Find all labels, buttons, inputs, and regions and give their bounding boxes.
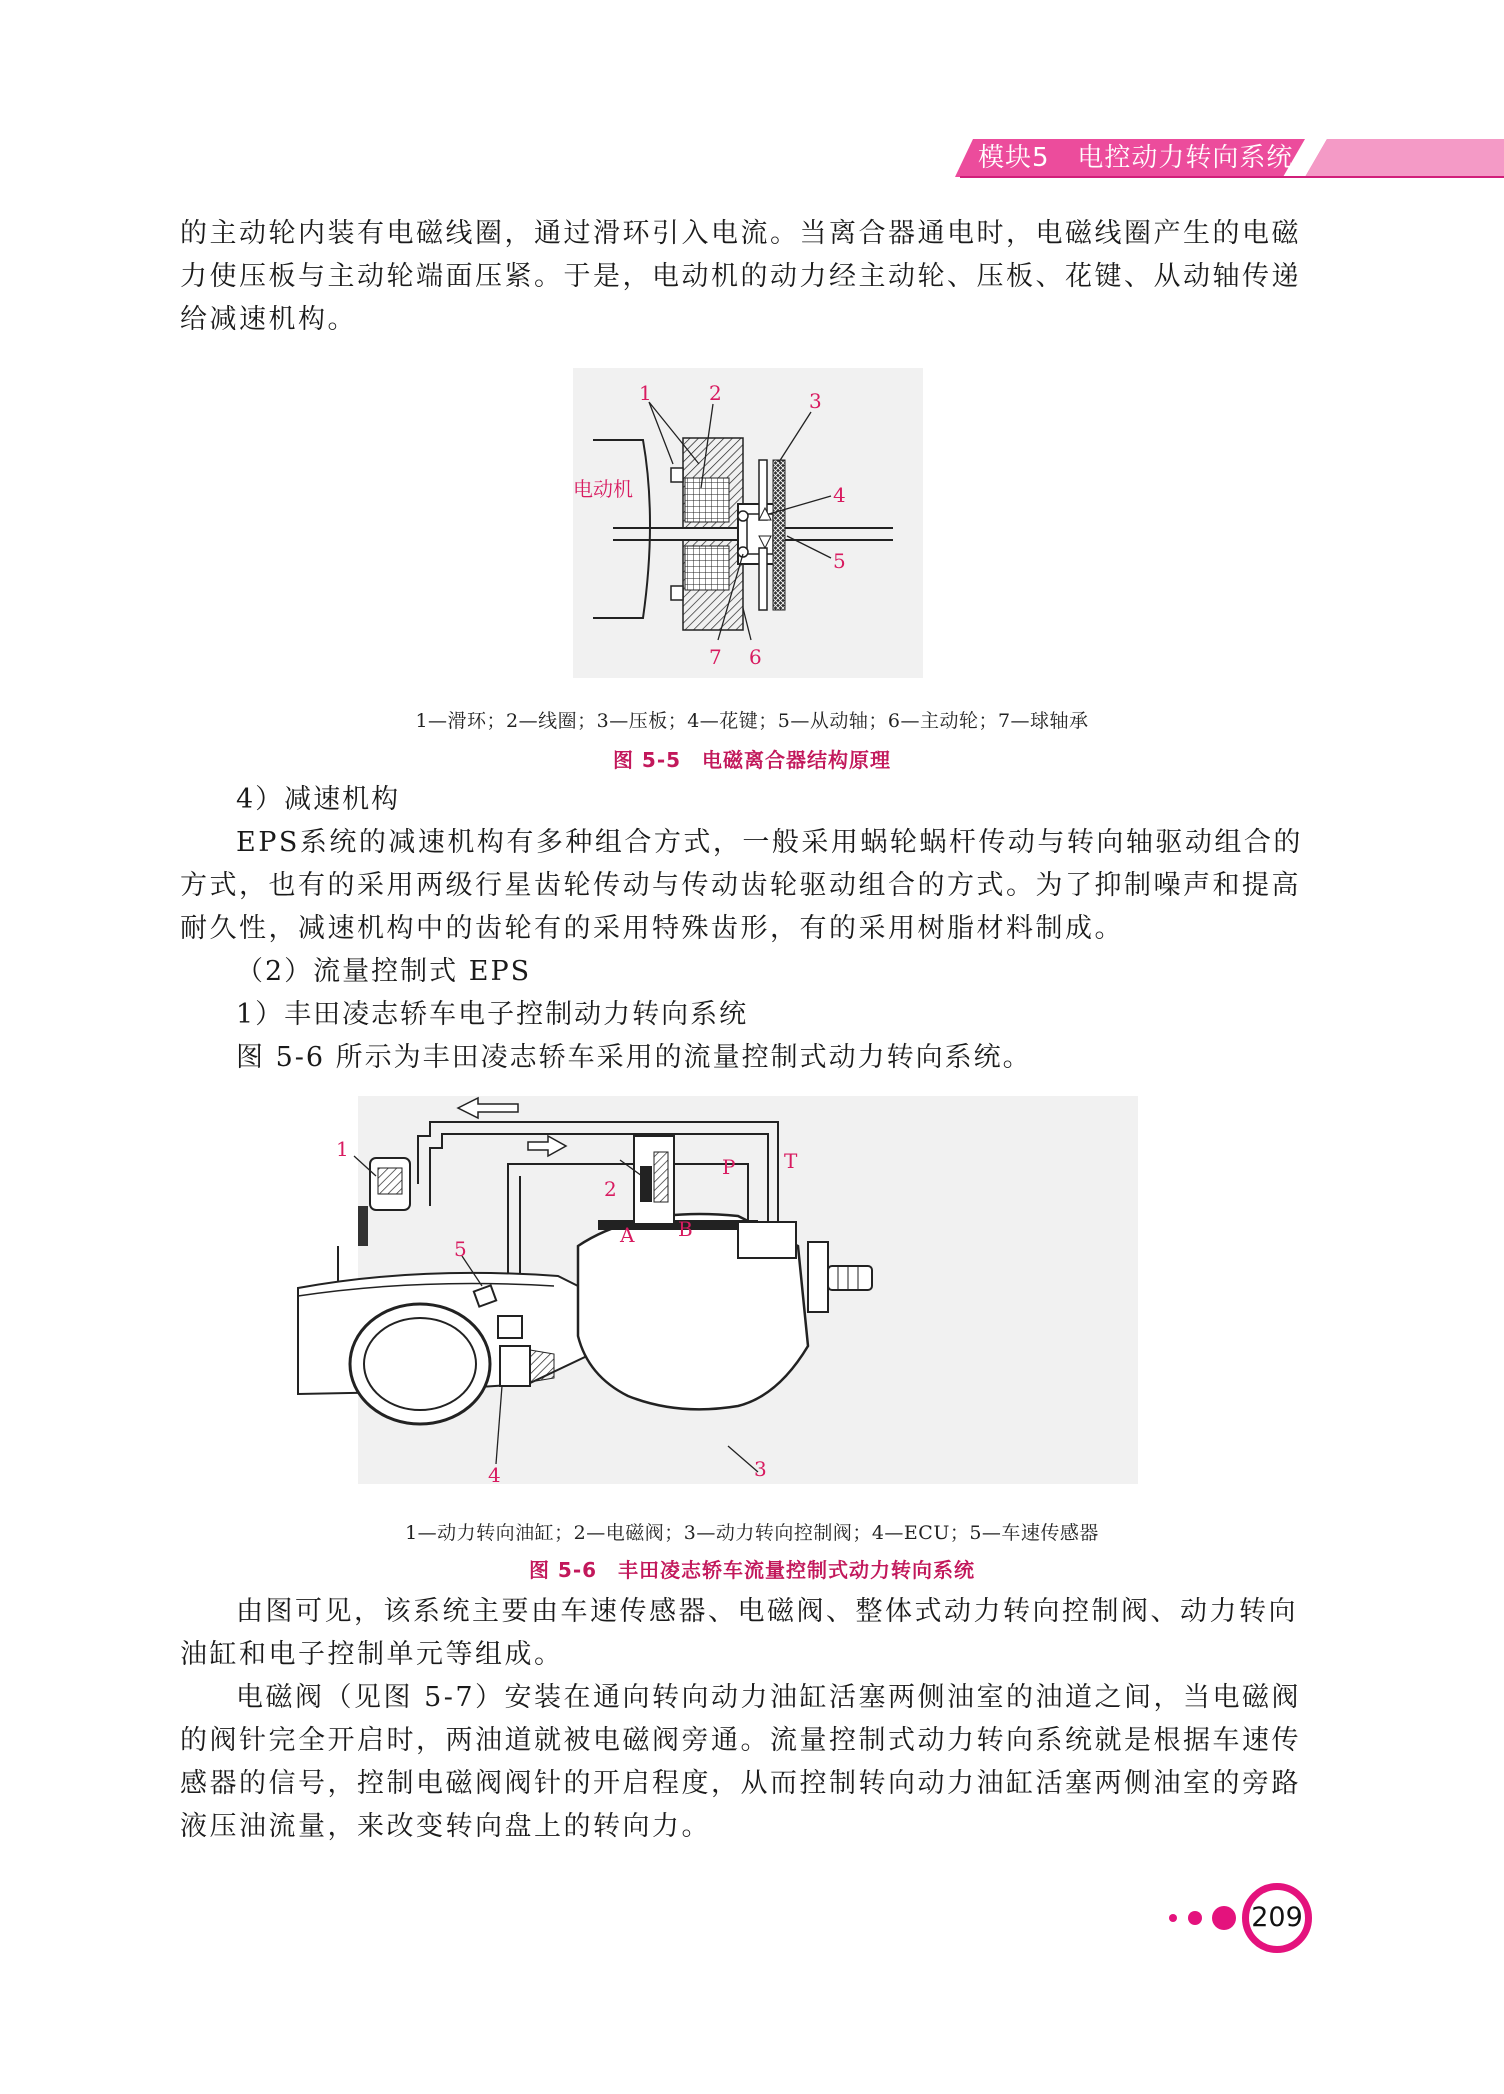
- callout-7: 7: [709, 645, 722, 669]
- module-title: 电控动力转向系统: [1077, 143, 1294, 173]
- page-dot-large: [1212, 1906, 1236, 1930]
- figure-5-6-intro: 图 5-6 所示为丰田凌志轿车采用的流量控制式动力转向系统。: [236, 1042, 1032, 1073]
- callout-4: 4: [833, 483, 846, 507]
- page-dot-medium: [1188, 1911, 1202, 1925]
- intro-paragraph: 的主动轮内装有电磁线圈，通过滑环引入电流。当离合器通电时，电磁线圈产生的电磁力使压板与主动轮端面压紧。于是，电动机的动力经主动轮、压板、花键、从动轴传递给减速机构。: [180, 218, 1301, 335]
- reduction-paragraph: EPS系统的减速机构有多种组合方式，一般采用蜗轮蜗杆传动与转向轴驱动组合的方式，也有的采用两级行星齿轮传动与传动齿轮驱动组合的方式。为了抑制噪声和提高耐久性，减速机构中的齿轮有的采用特殊齿形，有的采用树脂材料制成。: [180, 827, 1303, 944]
- port-t: T: [784, 1149, 798, 1173]
- section-heading-reduction: 4）减速机构: [236, 784, 401, 815]
- callout-1: 1: [639, 381, 652, 405]
- valve-paragraph: 电磁阀（见图 5-7）安装在通向转向动力油缸活塞两侧油室的油道之间，当电磁阀的阀针完全开启时，两油道就被电磁阀旁通。流量控制式动力转向系统就是根据车速传感器的信号，控制电磁阀阀针的开启程度，从而控制转向动力油缸活塞两侧油室的旁路液压油流量，来改变转向盘上的转向力。: [180, 1682, 1302, 1842]
- callout-3: 3: [809, 389, 822, 413]
- subheading-toyota: 1）丰田凌志轿车电子控制动力转向系统: [236, 999, 749, 1030]
- callout-6: 6: [749, 645, 762, 669]
- callout-2: 2: [709, 381, 722, 405]
- figure-5-6-caption: 图 5-6 丰田凌志轿车流量控制式动力转向系统: [528, 1558, 976, 1582]
- port-b: B: [678, 1217, 693, 1241]
- figure-5-5-legend: 1—滑环；2—线圈；3—压板；4—花键；5—从动轴；6—主动轮；7—球轴承: [415, 710, 1089, 732]
- fig2-callout-2: 2: [604, 1177, 617, 1201]
- clutch-diagram: [573, 368, 923, 678]
- page-number: 209: [1242, 1883, 1312, 1953]
- header-rule: [960, 176, 1504, 178]
- figure-5-5-caption: 图 5-5 电磁离合器结构原理: [612, 748, 892, 772]
- power-steering-diagram: [336, 1096, 1138, 1487]
- motor-label: 电动机: [573, 477, 633, 501]
- page-dot-small: [1169, 1914, 1177, 1922]
- figure-5-6-legend: 1—动力转向油缸；2—电磁阀；3—动力转向控制阀；4—ECU；5—车速传感器: [405, 1522, 1099, 1544]
- figure-5-5: [573, 368, 923, 678]
- callout-5: 5: [833, 549, 846, 573]
- fig2-callout-3: 3: [754, 1457, 767, 1481]
- module-number: 模块5: [978, 143, 1050, 173]
- port-a: A: [620, 1223, 635, 1247]
- module-header: [978, 139, 1293, 177]
- fig2-callout-1: 1: [336, 1137, 349, 1161]
- port-p: P: [722, 1155, 736, 1179]
- fig2-callout-5: 5: [454, 1237, 467, 1261]
- figure-5-6: [336, 1096, 1138, 1487]
- fig2-callout-4: 4: [488, 1463, 501, 1487]
- components-paragraph: 由图可见，该系统主要由车速传感器、电磁阀、整体式动力转向控制阀、动力转向油缸和电子控制单元等组成。: [180, 1596, 1298, 1670]
- section-heading-flow: （2）流量控制式 EPS: [236, 956, 532, 987]
